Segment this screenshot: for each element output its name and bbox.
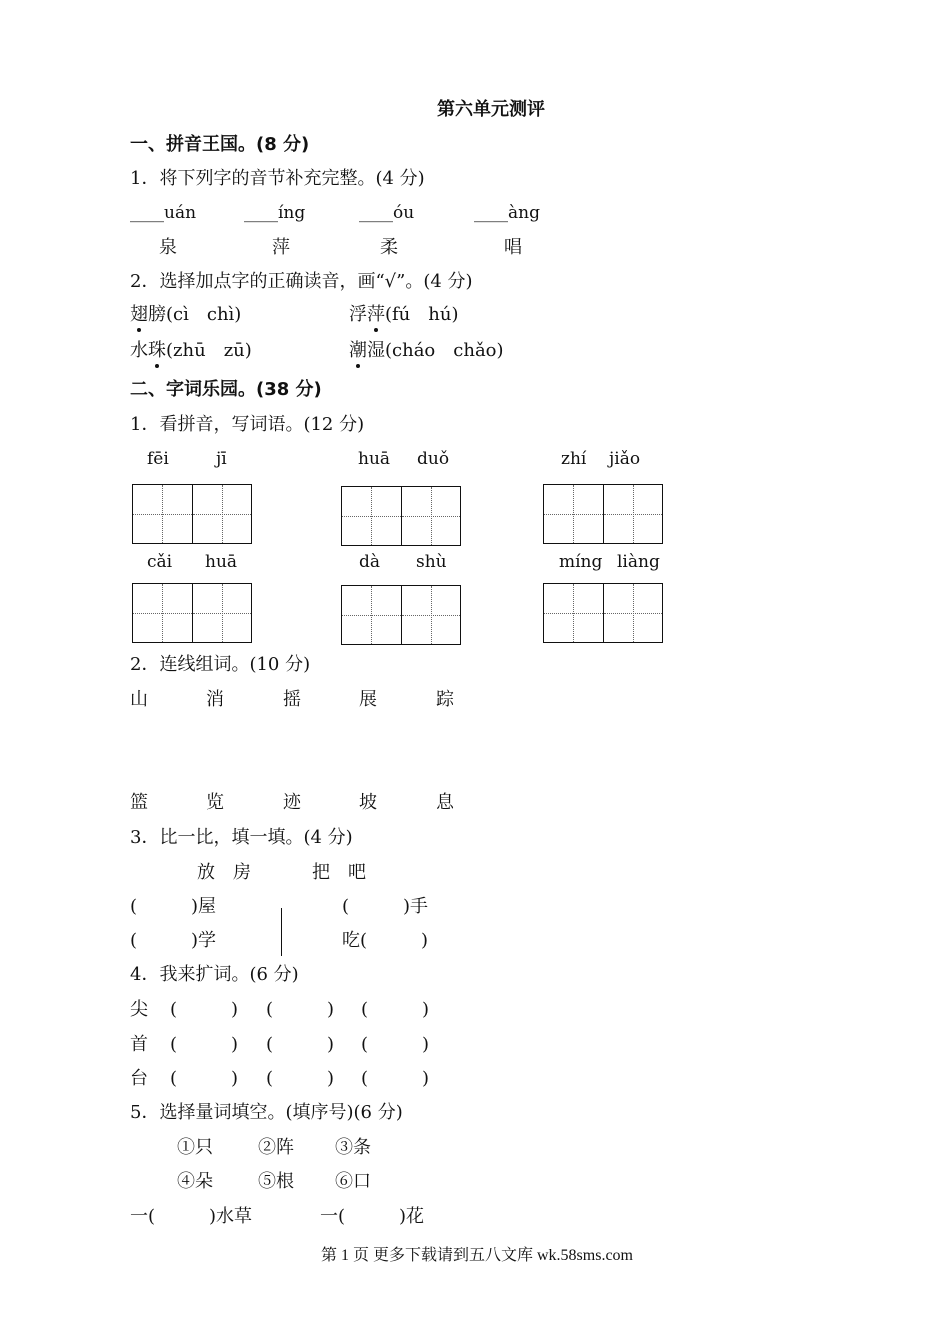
question-5-prompt: 5．选择量词填空。(填序号)(6 分) [130,1102,403,1123]
question-2-prompt: 2．选择加点字的正确读音，画“√”。(4 分) [130,271,473,292]
writing-grid[interactable] [543,583,663,643]
fill-blank[interactable]: ( )手 [342,896,429,917]
option-item: ③条 [335,1137,371,1158]
expand-char: 台 [130,1068,148,1089]
match-bottom-char[interactable]: 息 [436,792,454,813]
expand-char: 尖 [130,999,148,1020]
match-bottom-char[interactable]: 坡 [359,792,377,813]
syllable-blank: ____óu [359,203,415,223]
dotted-char: 潮 [349,340,367,361]
match-top-char[interactable]: 踪 [436,689,454,710]
divider-line [281,908,282,956]
reading-options: 膀(cì chì) [148,304,242,325]
dotted-char: 翅 [130,304,148,325]
reading-item [130,306,241,324]
writing-grid[interactable] [341,486,461,546]
writing-grid[interactable] [132,583,252,643]
expand-blank[interactable]: ( ) [266,999,335,1020]
writing-grid[interactable] [543,484,663,544]
expand-blank[interactable]: ( ) [170,1068,239,1089]
section-heading-pinyin: 一、拼音王国。(8 分) [130,134,310,155]
pinyin-label: liàng [617,552,660,572]
reading-item [349,342,504,360]
fill-blank[interactable]: ( )屋 [130,896,217,917]
option-item: ②阵 [258,1137,294,1158]
pinyin-label: dà [359,552,381,572]
fill-blank[interactable]: 一( )水草 [130,1206,253,1227]
dotted-char: 萍 [367,304,385,325]
syllable-char: 柔 [380,237,398,258]
option-item: ④朵 [177,1171,213,1192]
pinyin-label: míng [559,552,603,572]
pinyin-label: huā [205,552,238,572]
fill-blank[interactable]: 吃( ) [342,930,429,951]
match-bottom-char[interactable]: 览 [206,792,224,813]
char-pair: 放 房 [197,862,251,883]
match-bottom-char[interactable]: 篮 [130,792,148,813]
expand-char: 首 [130,1034,148,1055]
syllable-char: 萍 [272,237,290,258]
expand-blank[interactable]: ( ) [170,1034,239,1055]
match-bottom-char[interactable]: 迹 [283,792,301,813]
writing-grid[interactable] [132,484,252,544]
expand-blank[interactable]: ( ) [361,1068,430,1089]
plain-char: 水 [130,340,148,361]
match-top-char[interactable]: 摇 [283,689,301,710]
question-1-prompt: 1．将下列字的音节补充完整。(4 分) [130,168,425,189]
match-top-char[interactable]: 山 [130,689,148,710]
pinyin-label: shù [416,552,447,572]
syllable-char: 唱 [504,237,522,258]
page-title: 第六单元测评 [437,99,545,120]
syllable-blank: ____uán [130,203,197,223]
question-3-prompt: 3．比一比，填一填。(4 分) [130,827,353,848]
syllable-char: 泉 [159,237,177,258]
option-item: ①只 [177,1137,213,1158]
pinyin-label: zhí [561,449,587,469]
pinyin-label: fēi [147,449,169,469]
option-item: ⑥口 [335,1171,371,1192]
match-top-char[interactable]: 展 [359,689,377,710]
pinyin-label: cǎi [147,552,173,572]
reading-options: 湿(cháo chǎo) [367,340,504,361]
syllable-blank: ____íng [244,203,306,223]
question-4-prompt: 4．我来扩词。(6 分) [130,964,299,985]
expand-blank[interactable]: ( ) [170,999,239,1020]
match-top-char[interactable]: 消 [206,689,224,710]
pinyin-label: duǒ [417,449,450,469]
reading-options: (fú hú) [385,304,459,325]
section-heading-words: 二、字词乐园。(38 分) [130,379,322,400]
reading-options: (zhū zū) [166,340,252,361]
page-footer: 第 1 页 更多下载请到五八文库 wk.58sms.com [321,1247,634,1264]
fill-blank[interactable]: ( )学 [130,930,217,951]
fill-blank[interactable]: 一( )花 [320,1206,425,1227]
dotted-char: 珠 [148,340,166,361]
expand-blank[interactable]: ( ) [266,1034,335,1055]
plain-char: 浮 [349,304,367,325]
expand-blank[interactable]: ( ) [361,1034,430,1055]
reading-item [349,306,459,324]
writing-grid[interactable] [341,585,461,645]
option-item: ⑤根 [258,1171,294,1192]
reading-item [130,342,252,360]
char-pair: 把 吧 [312,862,366,883]
expand-blank[interactable]: ( ) [266,1068,335,1089]
question-2-prompt: 2．连线组词。(10 分) [130,654,311,675]
question-1-prompt: 1．看拼音，写词语。(12 分) [130,414,365,435]
pinyin-label: huā [358,449,391,469]
expand-blank[interactable]: ( ) [361,999,430,1020]
pinyin-label: jiǎo [609,449,641,469]
syllable-blank: ____àng [474,203,540,223]
pinyin-label: jī [216,449,227,469]
